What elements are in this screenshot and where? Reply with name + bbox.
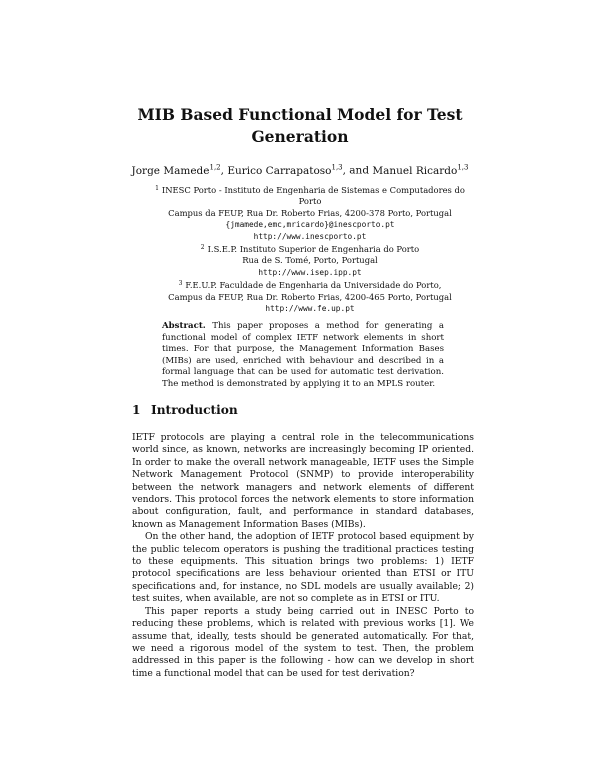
affiliation-emails: {jmamede,emc,mricardo}@inescporto.pt: [225, 220, 395, 230]
affiliation-line: Rua de S. Tomé, Porto, Portugal: [242, 255, 378, 266]
affiliation-url[interactable]: http://www.fe.up.pt: [265, 304, 355, 314]
affiliation-line: Campus da FEUP, Rua Dr. Roberto Frias, 4200-465 Porto, Portugal: [168, 291, 452, 302]
paper-title: MIB Based Functional Model for Test Generation: [137, 105, 463, 146]
affiliation-line: Campus da FEUP, Rua Dr. Roberto Frias, 4200-378 Porto, Portugal: [168, 207, 452, 218]
author-affiliation-marker: 1,3: [457, 163, 469, 171]
affiliation-2: [150, 242, 470, 278]
affiliations: [150, 183, 470, 314]
section-heading: [132, 403, 238, 417]
author: [227, 165, 342, 177]
body-paragraph: This paper reports a study being carried out in INESC Porto to reducing these problems, which is related with previous works [1]. We assume that, ideally, tests should be generated automatically. For that, we need a rigorous model of the system to test. Then, the problem addressed in this paper is the following - how can we develop in short time a functional model that can be used for test derivation?: [132, 605, 474, 679]
abstract-text: This paper proposes a method for generating a functional model of complex IETF network elements in short times. For that purpose, the Management Information Bases (MIBs) are used, enriched with behaviour and described in a formal language that can be used for automatic test derivation. The method is demonstrated by applying it to an MPLS router.: [162, 321, 444, 389]
author: [372, 165, 468, 177]
affiliation-1: [150, 183, 470, 242]
body-paragraph: IETF protocols are playing a central role in the telecommunications world since, as known, networks are increasingly becoming IP oriented. In order to make the overall network manageable, IETF uses the Simple Network Management Protocol (SNMP) to provide interoperability between the network managers and network elements of different vendors. This protocol forces the network elements to store information about configuration, fault, and performance in standard databases, known as Management Information Bases (MIBs).: [132, 432, 474, 530]
author: [132, 165, 221, 177]
author-list: [0, 163, 600, 177]
affiliation-url[interactable]: http://www.inescporto.pt: [253, 231, 367, 241]
affiliation-number: 3: [178, 280, 183, 288]
author-separator: , and: [342, 164, 373, 177]
body-paragraph: On the other hand, the adoption of IETF protocol based equipment by the public telecom operators is pushing the traditional practices testing to these equipments. This situation brings two problems: 1) IETF protocol specifications are less behaviour oriented than ETSI or ITU specifications and, for instance, no SDL models are usually available; 2) test suites, when available, are not so complete as in ETSI or ITU.: [132, 531, 474, 605]
affiliation-url[interactable]: http://www.isep.ipp.pt: [258, 267, 362, 277]
affiliation-line: INESC Porto - Instituto de Engenharia de Sistemas e Computadores do Porto: [161, 185, 465, 207]
section-body: [132, 432, 474, 680]
affiliation-line: F.E.U.P. Faculdade de Engenharia da Universidade do Porto,: [185, 280, 442, 291]
author-name: Manuel Ricardo: [372, 164, 458, 177]
abstract-label: Abstract.: [162, 321, 206, 331]
section-title: Introduction: [151, 403, 238, 417]
author-name: Eurico Carrapatoso: [227, 164, 332, 177]
affiliation-number: 1: [155, 185, 159, 192]
abstract: [162, 321, 444, 391]
section-number: 1: [132, 403, 141, 417]
affiliation-line: I.S.E.P. Instituto Superior de Engenharia do Porto: [207, 244, 420, 255]
author-separator: ,: [220, 164, 228, 177]
author-affiliation-marker: 1,2: [209, 163, 221, 171]
affiliation-3: [150, 278, 470, 314]
author-name: Jorge Mamede: [131, 164, 210, 177]
author-affiliation-marker: 1,3: [331, 163, 343, 171]
affiliation-number: 2: [200, 244, 205, 252]
